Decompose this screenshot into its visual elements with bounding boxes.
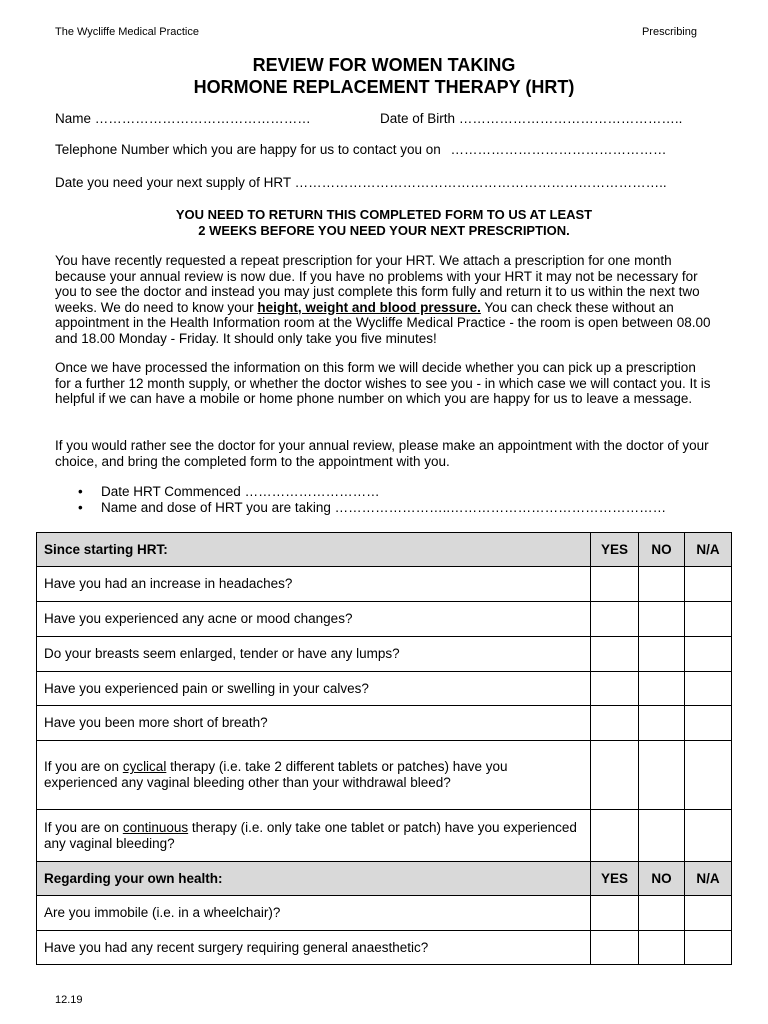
yes-cell[interactable] bbox=[590, 896, 638, 931]
cyclical-term: cyclical bbox=[122, 759, 167, 774]
yes-cell[interactable] bbox=[590, 810, 638, 862]
notice-line-1: YOU NEED TO RETURN THIS COMPLETED FORM TO US AT LEAST bbox=[175, 207, 593, 222]
na-cell[interactable] bbox=[684, 637, 731, 672]
phone-label: Telephone Number which you are happy for us to contact you on bbox=[55, 142, 441, 157]
no-cell[interactable] bbox=[638, 567, 684, 602]
table-row bbox=[37, 706, 732, 741]
continuous-term: continuous bbox=[122, 819, 189, 835]
yes-cell[interactable] bbox=[590, 706, 638, 741]
na-header: N/A bbox=[684, 533, 731, 567]
table-section-header bbox=[37, 862, 732, 896]
title-line-2: HORMONE REPLACEMENT THERAPY (HRT) bbox=[193, 77, 575, 97]
question-acne-mood: Have you experienced any acne or mood changes? bbox=[37, 602, 591, 637]
section-since-starting: Since starting HRT: bbox=[37, 533, 591, 567]
question-headaches: Have you had an increase in headaches? bbox=[37, 567, 591, 602]
bullet-date-dots[interactable]: ………………………… bbox=[244, 484, 380, 499]
section-label: Prescribing bbox=[641, 26, 697, 38]
no-cell[interactable] bbox=[638, 672, 684, 706]
bullet-list bbox=[78, 484, 666, 516]
page-title bbox=[0, 54, 768, 98]
na-cell[interactable] bbox=[684, 896, 731, 931]
question-calves: Have you experienced pain or swelling in your calves? bbox=[37, 672, 591, 706]
no-cell[interactable] bbox=[638, 706, 684, 741]
appointment-paragraph: If you would rather see the doctor for your annual review, please make an appointment with the doctor of your choice, and bring the completed form to the appointment with you. bbox=[55, 438, 709, 469]
table-row bbox=[37, 741, 732, 810]
table-row bbox=[37, 637, 732, 672]
na-cell[interactable] bbox=[684, 602, 731, 637]
no-header: NO bbox=[638, 533, 684, 567]
dob-dots[interactable]: ………………………………………….. bbox=[458, 111, 683, 126]
process-paragraph: Once we have processed the information on this form we will decide whether you can pick up a prescription for a further 12 month supply, or whether the doctor wishes to see you - in which case we will contact you. It is helpful if we can have a mobile or home phone number on which you are happy for us to leave a message. bbox=[55, 360, 711, 406]
bullet-name-dose[interactable] bbox=[78, 500, 666, 516]
title-line-1: REVIEW FOR WOMEN TAKING bbox=[252, 55, 516, 75]
question-cyclical bbox=[37, 741, 591, 810]
table-row bbox=[37, 602, 732, 637]
notice-line-2: 2 WEEKS BEFORE YOU NEED YOUR NEXT PRESCRIPTION. bbox=[198, 222, 570, 238]
question-continuous bbox=[37, 810, 591, 862]
practice-name: The Wycliffe Medical Practice bbox=[55, 26, 199, 38]
phone-dots[interactable]: ………………………………………… bbox=[450, 142, 667, 157]
supply-field[interactable] bbox=[55, 175, 667, 190]
na-cell[interactable] bbox=[684, 810, 731, 862]
dob-field[interactable] bbox=[380, 111, 682, 126]
table-row bbox=[37, 896, 732, 931]
na-cell[interactable] bbox=[684, 672, 731, 706]
yes-cell[interactable] bbox=[590, 637, 638, 672]
yes-cell[interactable] bbox=[590, 567, 638, 602]
yes-header: YES bbox=[590, 533, 638, 567]
yes-cell[interactable] bbox=[590, 672, 638, 706]
continuous-text-b: therapy (i.e. only take one tablet or patch) have you experienced any vaginal bleeding? bbox=[44, 819, 577, 851]
dob-label: Date of Birth bbox=[380, 111, 456, 126]
name-label: Name bbox=[55, 111, 92, 126]
question-immobile: Are you immobile (i.e. in a wheelchair)? bbox=[37, 896, 591, 931]
yes-header: YES bbox=[590, 862, 638, 896]
name-field[interactable] bbox=[55, 111, 311, 126]
no-cell[interactable] bbox=[638, 810, 684, 862]
phone-field[interactable] bbox=[55, 142, 667, 157]
supply-dots[interactable]: ……………………………………………………………………….. bbox=[294, 175, 667, 190]
table-row bbox=[37, 672, 732, 706]
intro-paragraph bbox=[55, 253, 715, 346]
table-row bbox=[37, 931, 732, 965]
return-notice bbox=[0, 207, 768, 238]
no-cell[interactable] bbox=[638, 637, 684, 672]
table-row bbox=[37, 810, 732, 862]
cyclical-text-a: If you are on bbox=[44, 759, 123, 774]
na-cell[interactable] bbox=[684, 931, 731, 965]
no-cell[interactable] bbox=[638, 931, 684, 965]
question-surgery: Have you had any recent surgery requiring general anaesthetic? bbox=[37, 931, 591, 965]
section-own-health: Regarding your own health: bbox=[37, 862, 591, 896]
questionnaire-table bbox=[36, 532, 732, 965]
continuous-text-a: If you are on bbox=[44, 819, 123, 835]
no-cell[interactable] bbox=[638, 896, 684, 931]
na-cell[interactable] bbox=[684, 706, 731, 741]
question-breasts: Do your breasts seem enlarged, tender or have any lumps? bbox=[37, 637, 591, 672]
para1-emphasis: height, weight and blood pressure. bbox=[257, 299, 481, 315]
table-row bbox=[37, 567, 732, 602]
form-version: 12.19 bbox=[55, 994, 83, 1006]
cyclical-text-b: therapy (i.e. take 2 different tablets or patches) have you experienced any vaginal bleeding other than your withdrawal bleed? bbox=[44, 759, 508, 790]
bullet-dose-label: Name and dose of HRT you are taking bbox=[101, 500, 331, 515]
para1-text-b: You can check these without an appointment in the Health Information room at the Wycliffe Medical Practice - the room is open between 08.00 and 18.00 Monday - Friday. It should only take you five minutes! bbox=[55, 299, 711, 346]
yes-cell[interactable] bbox=[590, 741, 638, 810]
bullet-date-label: Date HRT Commenced bbox=[101, 484, 241, 499]
question-breath: Have you been more short of breath? bbox=[37, 706, 591, 741]
yes-cell[interactable] bbox=[590, 602, 638, 637]
bullet-date-commenced[interactable] bbox=[78, 484, 666, 500]
no-header: NO bbox=[638, 862, 684, 896]
bullet-dose-dots[interactable]: ……………………..………………………………………… bbox=[334, 500, 667, 515]
no-cell[interactable] bbox=[638, 741, 684, 810]
table-section-header bbox=[37, 533, 732, 567]
na-cell[interactable] bbox=[684, 741, 731, 810]
supply-label: Date you need your next supply of HRT bbox=[55, 175, 291, 190]
na-cell[interactable] bbox=[684, 567, 731, 602]
na-header: N/A bbox=[684, 862, 731, 896]
yes-cell[interactable] bbox=[590, 931, 638, 965]
name-dots[interactable]: ………………………………………… bbox=[94, 111, 311, 126]
no-cell[interactable] bbox=[638, 602, 684, 637]
para1-text-a: You have recently requested a repeat prescription for your HRT. We attach a prescription for one month because your annual review is now due. If you have no problems with your HRT it may not be necessary for you to see the doctor and instead you may just complete this form fully and return it to us within the next two weeks. We do need to know your bbox=[55, 253, 700, 315]
